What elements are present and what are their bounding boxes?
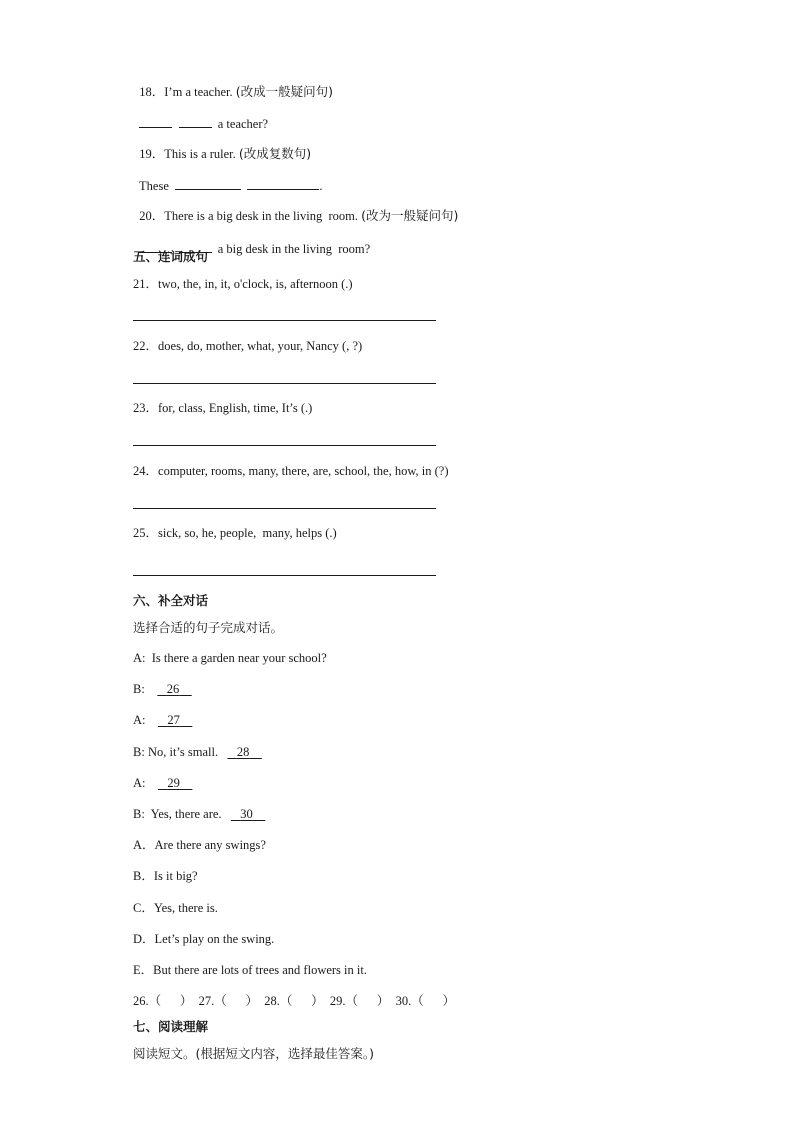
question-19: 19．This is a ruler. (改成复数句) — [139, 146, 312, 161]
dialogue-blank[interactable]: 30 — [240, 807, 253, 821]
answer-slots: 26.（ ） 27.（ ） 28.（ ） 29.（ ） 30.（ ） — [133, 994, 455, 1008]
question-20: 20．There is a big desk in the living room. (改为一般疑问句) — [139, 208, 459, 223]
answer-line[interactable] — [133, 445, 436, 446]
dialogue-blank[interactable]: 28 — [236, 745, 250, 759]
dialogue-line: A: 29 — [133, 775, 192, 791]
question-22: 22．does, do, mother, what, your, Nancy (, ?) — [133, 339, 363, 353]
dialogue-line: B: Yes, there are. 30 — [133, 806, 265, 822]
section-heading: 七、阅读理解 — [133, 1019, 209, 1034]
option-d: D．Let’s play on the swing. — [133, 932, 275, 946]
option-e: E．But there are lots of trees and flowers in it. — [133, 963, 367, 977]
answer-slot[interactable]: （ ） — [345, 994, 390, 1008]
option-a: A．Are there any swings? — [133, 838, 266, 852]
section-instruction: 阅读短文。(根据短文内容，选择最佳答案。) — [133, 1046, 375, 1061]
section-heading: 五、连词成句 — [133, 249, 209, 264]
section-heading: 六、补全对话 — [133, 593, 209, 608]
answer-slot[interactable]: （ ） — [411, 994, 455, 1008]
answer-blank[interactable] — [179, 115, 212, 128]
answer-20: a big desk in the living room? — [133, 224, 370, 257]
answer-slot[interactable]: （ ） — [148, 994, 193, 1008]
dialogue-blank[interactable]: 29 — [167, 776, 180, 790]
question-23: 23．for, class, English, time, It’s (.) — [133, 401, 313, 415]
dialogue-blank[interactable]: 27 — [167, 713, 180, 727]
dialogue-line: A: 27 — [133, 712, 192, 728]
option-b: B．Is it big? — [133, 869, 198, 883]
answer-line[interactable] — [133, 320, 436, 321]
question-21: 21．two, the, in, it, o'clock, is, afternoon (.) — [133, 277, 353, 291]
answer-blank[interactable] — [247, 177, 319, 190]
dialogue-line: A: Is there a garden near your school? — [133, 651, 327, 665]
answer-slot[interactable]: （ ） — [279, 994, 324, 1008]
question-24: 24．computer, rooms, many, there, are, school, the, how, in (?) — [133, 464, 449, 478]
answer-19: These . — [139, 179, 323, 193]
answer-blank[interactable] — [175, 177, 241, 190]
question-25: 25．sick, so, he, people, many, helps (.) — [133, 526, 337, 540]
section-instruction: 选择合适的句子完成对话。 — [133, 620, 284, 635]
answer-18: a teacher? — [133, 99, 268, 132]
dialogue-line: B: 26 — [133, 681, 192, 697]
dialogue-blank[interactable]: 26 — [166, 682, 180, 696]
answer-slot[interactable]: （ ） — [214, 994, 259, 1008]
answer-blank[interactable] — [139, 115, 172, 128]
answer-line[interactable] — [133, 383, 436, 384]
dialogue-line: B: No, it’s small. 28 — [133, 744, 262, 760]
answer-line[interactable] — [133, 508, 436, 509]
option-c: C．Yes, there is. — [133, 901, 218, 915]
question-18: 18．I’m a teacher. (改成一般疑问句) — [139, 84, 334, 99]
answer-line[interactable] — [133, 575, 436, 576]
